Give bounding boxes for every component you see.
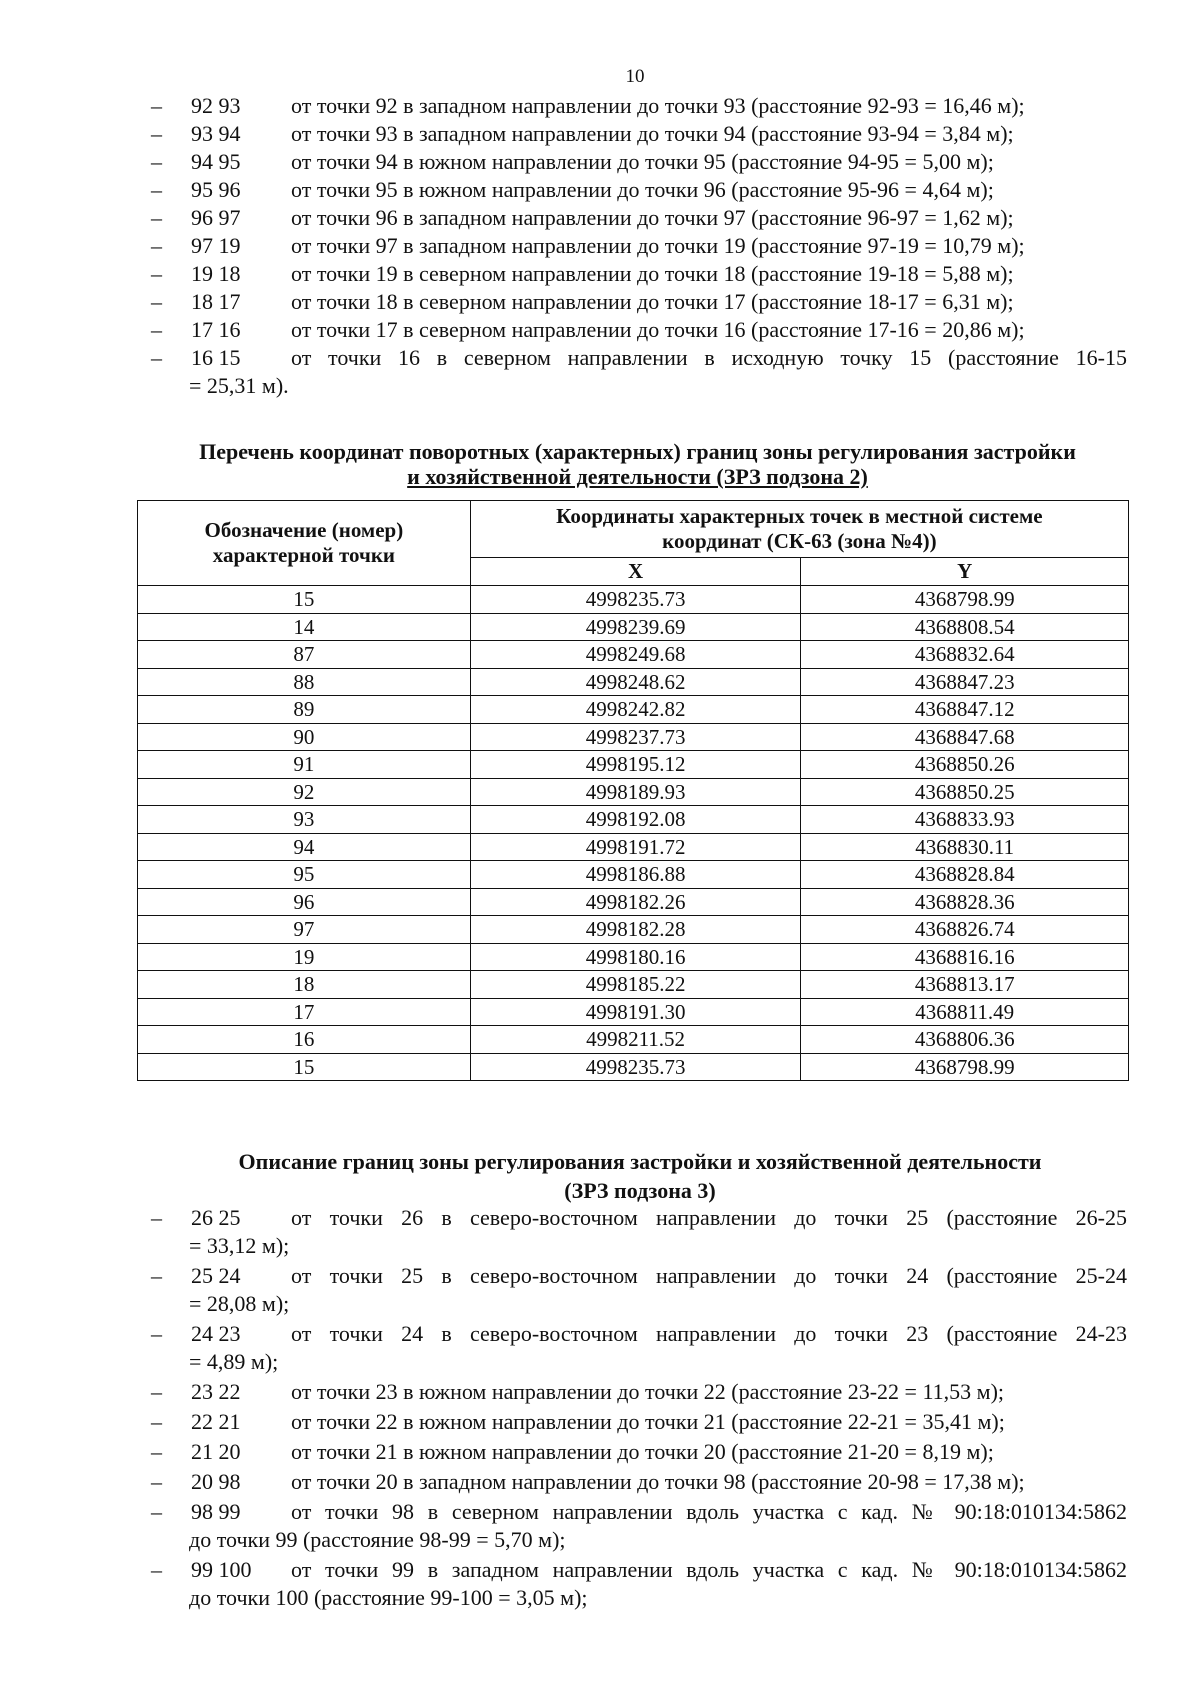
entry-text: от точки 20 в западном направлении до точки 98 (расстояние 20-98 = 17,38 м); <box>291 1469 1025 1494</box>
entry-text: от точки 92 в западном направлении до точки 93 (расстояние 92-93 = 16,46 м); <box>291 93 1025 118</box>
boundary-entry <box>152 92 1127 120</box>
entry-text: от точки 96 в западном направлении до точки 97 (расстояние 96-97 = 1,62 м); <box>291 205 1014 230</box>
header-x: X <box>470 558 801 586</box>
entry-text: от точки 23 в южном направлении до точки 22 (расстояние 23-22 = 11,53 м); <box>291 1379 1005 1404</box>
entry-dash: – <box>151 177 162 202</box>
section-b-title-line-1: Описание границ зоны регулирования застройки и хозяйственной деятельности <box>238 1149 1042 1174</box>
boundary-entry <box>152 204 1127 232</box>
boundary-entry <box>152 288 1127 316</box>
boundary-entry <box>152 1556 1127 1612</box>
x-coordinate-cell: 4998189.93 <box>470 778 801 806</box>
table-title-line-1: Перечень координат поворотных (характерных) границ зоны регулирования застройки <box>199 439 1076 464</box>
entry-text: от точки 93 в западном направлении до точки 94 (расстояние 93-94 = 3,84 м); <box>291 121 1014 146</box>
table-row <box>138 751 1129 779</box>
boundary-entry <box>152 1498 1127 1554</box>
point-number-cell: 95 <box>138 861 471 889</box>
table-row <box>138 668 1129 696</box>
y-coordinate-cell: 4368847.23 <box>801 668 1129 696</box>
x-coordinate-cell: 4998186.88 <box>470 861 801 889</box>
x-coordinate-cell: 4998248.62 <box>470 668 801 696</box>
entry-text: от точки 99 в западном направлении вдоль участка с кад. № 90:18:010134:5862 <box>291 1557 1127 1582</box>
entry-dash: – <box>151 233 162 258</box>
x-coordinate-cell: 4998191.30 <box>470 998 801 1026</box>
x-coordinate-cell: 4998249.68 <box>470 641 801 669</box>
table-row <box>138 723 1129 751</box>
table-row <box>138 971 1129 999</box>
entry-text: от точки 18 в северном направлении до точки 17 (расстояние 18-17 = 6,31 м); <box>291 289 1014 314</box>
point-number-cell: 89 <box>138 696 471 724</box>
entry-dash: – <box>151 345 162 370</box>
table-title <box>140 438 1135 490</box>
entry-segment-code: 25 24 <box>191 1263 241 1288</box>
x-coordinate-cell: 4998182.26 <box>470 888 801 916</box>
boundary-entry <box>152 1408 1127 1436</box>
table-row <box>138 998 1129 1026</box>
entry-text: от точки 17 в северном направлении до точки 16 (расстояние 17-16 = 20,86 м); <box>291 317 1025 342</box>
y-coordinate-cell: 4368816.16 <box>801 943 1129 971</box>
y-coordinate-cell: 4368828.36 <box>801 888 1129 916</box>
entry-dash: – <box>151 289 162 314</box>
entry-text: от точки 97 в западном направлении до точки 19 (расстояние 97-19 = 10,79 м); <box>291 233 1025 258</box>
entry-text: от точки 26 в северо-восточном направлении до точки 25 (расстояние 26-25 <box>291 1205 1127 1230</box>
entry-text: от точки 24 в северо-восточном направлении до точки 23 (расстояние 24-23 <box>291 1321 1127 1346</box>
entry-text: от точки 94 в южном направлении до точки 95 (расстояние 94-95 = 5,00 м); <box>291 149 994 174</box>
x-coordinate-cell: 4998242.82 <box>470 696 801 724</box>
point-number-cell: 92 <box>138 778 471 806</box>
table-title-line-2: и хозяйственной деятельности (ЗРЗ подзона 2) <box>407 464 868 489</box>
entry-text: от точки 22 в южном направлении до точки 21 (расстояние 22-21 = 35,41 м); <box>291 1409 1005 1434</box>
point-number-cell: 16 <box>138 1026 471 1054</box>
x-coordinate-cell: 4998235.73 <box>470 1053 801 1081</box>
point-number-cell: 94 <box>138 833 471 861</box>
boundary-entry <box>152 260 1127 288</box>
entry-segment-code: 93 94 <box>191 121 241 146</box>
header-y: Y <box>801 558 1129 586</box>
x-coordinate-cell: 4998191.72 <box>470 833 801 861</box>
entry-segment-code: 19 18 <box>191 261 241 286</box>
entry-segment-code: 97 19 <box>191 233 241 258</box>
table-row <box>138 833 1129 861</box>
table-row <box>138 888 1129 916</box>
x-coordinate-cell: 4998195.12 <box>470 751 801 779</box>
y-coordinate-cell: 4368813.17 <box>801 971 1129 999</box>
entry-dash: – <box>151 205 162 230</box>
boundary-entry <box>152 1468 1127 1496</box>
point-number-cell: 88 <box>138 668 471 696</box>
point-number-cell: 87 <box>138 641 471 669</box>
entry-dash: – <box>151 149 162 174</box>
table-row <box>138 861 1129 889</box>
entry-text-continuation: до точки 99 (расстояние 98-99 = 5,70 м); <box>189 1527 566 1552</box>
y-coordinate-cell: 4368828.84 <box>801 861 1129 889</box>
table-row <box>138 586 1129 614</box>
boundary-entry <box>152 316 1127 344</box>
point-number-cell: 91 <box>138 751 471 779</box>
entry-text-continuation: = 33,12 м); <box>189 1233 290 1258</box>
table-row <box>138 1026 1129 1054</box>
entry-segment-code: 96 97 <box>191 205 241 230</box>
y-coordinate-cell: 4368798.99 <box>801 586 1129 614</box>
x-coordinate-cell: 4998235.73 <box>470 586 801 614</box>
point-number-cell: 18 <box>138 971 471 999</box>
table-row <box>138 943 1129 971</box>
entry-dash: – <box>151 121 162 146</box>
table-row <box>138 641 1129 669</box>
entry-dash: – <box>151 1379 162 1404</box>
entry-segment-code: 22 21 <box>191 1409 241 1434</box>
entry-text-continuation: = 28,08 м); <box>189 1291 290 1316</box>
entry-segment-code: 26 25 <box>191 1205 241 1230</box>
header-point: Обозначение (номер) характерной точки <box>138 501 471 586</box>
boundary-entry <box>152 1204 1127 1260</box>
y-coordinate-cell: 4368808.54 <box>801 613 1129 641</box>
point-number-cell: 90 <box>138 723 471 751</box>
y-coordinate-cell: 4368847.68 <box>801 723 1129 751</box>
entry-text: от точки 19 в северном направлении до точки 18 (расстояние 19-18 = 5,88 м); <box>291 261 1014 286</box>
entry-segment-code: 98 99 <box>191 1499 241 1524</box>
coordinates-table <box>137 500 1129 1081</box>
boundary-entry <box>152 120 1127 148</box>
entry-text-continuation: до точки 100 (расстояние 99-100 = 3,05 м); <box>189 1585 588 1610</box>
boundary-entry <box>152 1438 1127 1466</box>
entry-dash: – <box>151 1439 162 1464</box>
entry-segment-code: 18 17 <box>191 289 241 314</box>
boundary-description-list-zrz2 <box>0 92 1200 400</box>
table-row <box>138 916 1129 944</box>
x-coordinate-cell: 4998182.28 <box>470 916 801 944</box>
table-row <box>138 806 1129 834</box>
entry-dash: – <box>151 93 162 118</box>
entry-text: от точки 98 в северном направлении вдоль участка с кад. № 90:18:010134:5862 <box>291 1499 1127 1524</box>
y-coordinate-cell: 4368830.11 <box>801 833 1129 861</box>
boundary-entry <box>152 1320 1127 1376</box>
y-coordinate-cell: 4368850.26 <box>801 751 1129 779</box>
point-number-cell: 96 <box>138 888 471 916</box>
table-row <box>138 1053 1129 1081</box>
table-row <box>138 696 1129 724</box>
entry-segment-code: 23 22 <box>191 1379 241 1404</box>
entry-dash: – <box>151 1205 162 1230</box>
entry-segment-code: 16 15 <box>191 345 241 370</box>
boundary-entry <box>152 176 1127 204</box>
page-number: 10 <box>625 66 645 87</box>
entry-dash: – <box>151 317 162 342</box>
boundary-entry <box>152 1262 1127 1318</box>
entry-segment-code: 92 93 <box>191 93 241 118</box>
point-number-cell: 14 <box>138 613 471 641</box>
x-coordinate-cell: 4998239.69 <box>470 613 801 641</box>
entry-dash: – <box>151 1321 162 1346</box>
entry-segment-code: 21 20 <box>191 1439 241 1464</box>
boundary-entry <box>152 1378 1127 1406</box>
point-number-cell: 97 <box>138 916 471 944</box>
y-coordinate-cell: 4368833.93 <box>801 806 1129 834</box>
entry-segment-code: 95 96 <box>191 177 241 202</box>
entry-dash: – <box>151 1499 162 1524</box>
y-coordinate-cell: 4368811.49 <box>801 998 1129 1026</box>
x-coordinate-cell: 4998180.16 <box>470 943 801 971</box>
y-coordinate-cell: 4368847.12 <box>801 696 1129 724</box>
point-number-cell: 15 <box>138 1053 471 1081</box>
x-coordinate-cell: 4998185.22 <box>470 971 801 999</box>
header-coordinates: Координаты характерных точек в местной системе координат (СК-63 (зона №4)) <box>470 501 1128 558</box>
entry-text: от точки 95 в южном направлении до точки 96 (расстояние 95-96 = 4,64 м); <box>291 177 994 202</box>
boundary-entry <box>152 232 1127 260</box>
x-coordinate-cell: 4998192.08 <box>470 806 801 834</box>
entry-text: от точки 25 в северо-восточном направлении до точки 24 (расстояние 25-24 <box>291 1263 1127 1288</box>
section-b-title <box>145 1148 1135 1204</box>
boundary-entry <box>152 148 1127 176</box>
boundary-entry <box>152 344 1127 400</box>
x-coordinate-cell: 4998211.52 <box>470 1026 801 1054</box>
table-row <box>138 778 1129 806</box>
y-coordinate-cell: 4368832.64 <box>801 641 1129 669</box>
x-coordinate-cell: 4998237.73 <box>470 723 801 751</box>
y-coordinate-cell: 4368798.99 <box>801 1053 1129 1081</box>
entry-dash: – <box>151 1557 162 1582</box>
point-number-cell: 15 <box>138 586 471 614</box>
entry-text: от точки 16 в северном направлении в исходную точку 15 (расстояние 16-15 <box>291 345 1127 370</box>
entry-text-continuation: = 4,89 м); <box>189 1349 279 1374</box>
y-coordinate-cell: 4368806.36 <box>801 1026 1129 1054</box>
entry-segment-code: 20 98 <box>191 1469 241 1494</box>
y-coordinate-cell: 4368826.74 <box>801 916 1129 944</box>
point-number-cell: 19 <box>138 943 471 971</box>
boundary-description-list-zrz3 <box>0 1204 1200 1612</box>
entry-dash: – <box>151 261 162 286</box>
entry-segment-code: 24 23 <box>191 1321 241 1346</box>
entry-segment-code: 99 100 <box>191 1557 252 1582</box>
entry-dash: – <box>151 1469 162 1494</box>
entry-segment-code: 94 95 <box>191 149 241 174</box>
entry-text: от точки 21 в южном направлении до точки 20 (расстояние 21-20 = 8,19 м); <box>291 1439 994 1464</box>
point-number-cell: 93 <box>138 806 471 834</box>
entry-text-continuation: = 25,31 м). <box>189 373 289 398</box>
y-coordinate-cell: 4368850.25 <box>801 778 1129 806</box>
point-number-cell: 17 <box>138 998 471 1026</box>
table-row <box>138 613 1129 641</box>
section-b-title-line-2: (ЗРЗ подзона 3) <box>564 1178 716 1203</box>
entry-segment-code: 17 16 <box>191 317 241 342</box>
entry-dash: – <box>151 1409 162 1434</box>
entry-dash: – <box>151 1263 162 1288</box>
